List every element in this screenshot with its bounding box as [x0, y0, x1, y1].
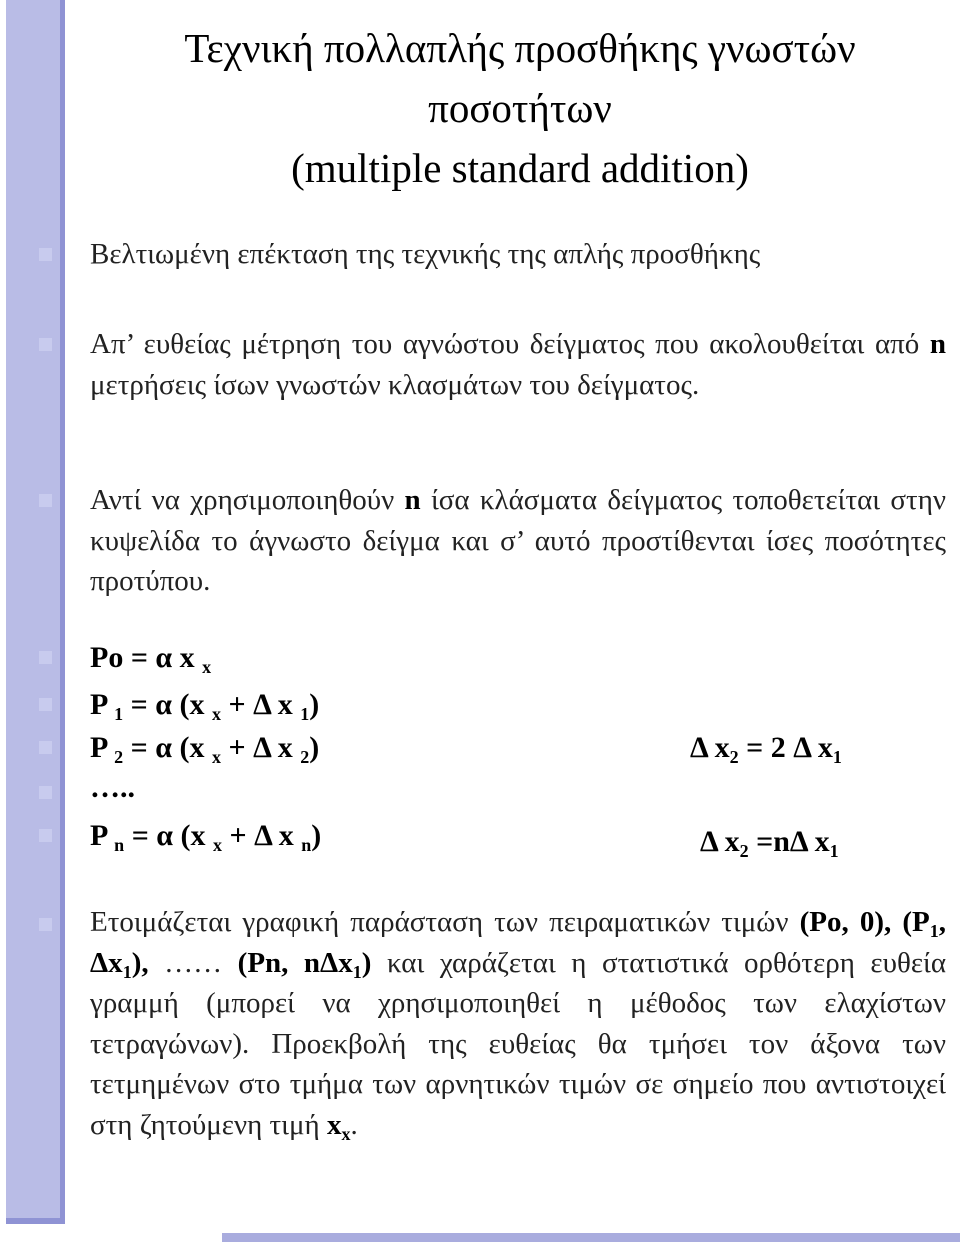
- eqn-sub-1: n: [114, 835, 125, 855]
- point-n-end: ): [361, 946, 372, 979]
- result-x: x: [326, 1108, 342, 1141]
- eq2r-part-a: Δ x: [690, 731, 730, 764]
- eq2-part-c: + Δ x: [221, 731, 293, 764]
- eq0-sub: x: [202, 657, 212, 677]
- eq2-sub-1: 2: [114, 747, 124, 767]
- eq2r-part-b: = 2 Δ x: [738, 731, 833, 764]
- bullet-marker: [39, 786, 52, 799]
- eq2r-sub-2: 1: [832, 747, 842, 767]
- eq1-part-c: + Δ x: [221, 688, 293, 721]
- result-symbol: [326, 1108, 351, 1144]
- eq2r-sub-1: 2: [729, 747, 739, 767]
- equation-p2: [90, 728, 319, 768]
- eq2-part-b: = α (x: [123, 731, 205, 764]
- eqnr-sub-2: 1: [829, 841, 839, 861]
- side-decoration-bottom: [6, 1218, 65, 1224]
- point-1-end: ),: [131, 946, 149, 979]
- eqn-sub-2: x: [213, 835, 223, 855]
- equation-p0: [90, 638, 211, 678]
- bullet-4-text-b: και χαράζεται η στατιστικά ορθότερη ευθεία γραμμή (μπορεί να χρησιμοποιηθεί η μέθοδος των ελαχίστων τετραγώνων).: [90, 946, 947, 1060]
- side-decoration-edge: [60, 0, 65, 1224]
- equation-pn: [90, 816, 321, 856]
- bullet-2-text-a: Απ’ ευθείας μέτρηση του αγνώστου δείγματος που ακολουθείται από: [90, 328, 930, 360]
- eqn-part-a: P: [90, 819, 107, 852]
- bullet-text-2: [90, 324, 946, 405]
- bullet-marker: [39, 829, 52, 842]
- bullet-4-end: .: [350, 1108, 358, 1141]
- eq1-sub-3: 1: [300, 704, 310, 724]
- page-title: [80, 18, 960, 198]
- eq2-sub-2: x: [212, 747, 221, 767]
- bottom-decoration-line: [222, 1233, 960, 1242]
- eq2-part-d: ): [309, 731, 320, 764]
- side-decoration-bar: [6, 0, 62, 1224]
- eq1-sub-1: 1: [114, 704, 124, 724]
- bullet-4-dots: ……: [148, 946, 238, 979]
- point-n: [237, 946, 372, 982]
- equation-p1: [90, 685, 319, 725]
- eq1-sub-2: x: [212, 704, 221, 724]
- bullet-3-n: n: [404, 484, 421, 516]
- bullet-3-text-a: Αντί να χρησιμοποιηθούν: [90, 484, 405, 516]
- equation-pn-right: [700, 822, 839, 862]
- eq1-part-a: P: [90, 688, 107, 721]
- eq1-part-b: = α (x: [123, 688, 205, 721]
- bullet-marker: [39, 338, 52, 351]
- eq0-part-a: Po = α x: [90, 641, 195, 674]
- eqn-part-c: + Δ x: [222, 819, 294, 852]
- bullet-marker: [39, 494, 52, 507]
- title-line-2: ποσοτήτων: [428, 85, 612, 131]
- title-line-1: Τεχνική πολλαπλής προσθήκης γνωστών: [184, 25, 856, 71]
- result-x-sub: x: [341, 1123, 351, 1144]
- eqnr-sub-1: 2: [739, 841, 749, 861]
- bullet-marker: [39, 651, 52, 664]
- eqnr-part-a: Δ x: [700, 825, 740, 858]
- bullet-2-text-b: μετρήσεις ίσων γνωστών κλασμάτων του δείγματος.: [90, 368, 700, 401]
- bullet-marker: [39, 248, 52, 261]
- bullet-3-text-b: ίσα κλάσματα δείγματος τοποθετείται στην κυψελίδα το άγνωστο δείγμα και σ’ αυτό προστίθενται ίσες ποσότητες προτύπου.: [90, 484, 946, 597]
- bullet-4-text-a: Ετοιμάζεται γραφική παράσταση των πειραματικών τιμών: [90, 906, 800, 938]
- point-1-a: (Po, 0), (P: [799, 906, 930, 938]
- eq2-sub-3: 2: [300, 747, 310, 767]
- eqn-sub-3: n: [301, 835, 312, 855]
- bullet-text-4: [90, 902, 946, 1145]
- eqn-part-b: = α (x: [124, 819, 206, 852]
- bullet-4-text-c: Προεκβολή της ευθείας θα τμήσει τον άξονα των τετμημένων στο τμήμα των αρνητικών τιμών σε σημείο που αντιστοιχεί στη ζητούμενη τιμή: [90, 1027, 946, 1141]
- point-1-sub-2: 1: [122, 961, 132, 982]
- equation-p2-right: [690, 728, 842, 768]
- equation-dots: …..: [90, 771, 135, 804]
- point-n-sub: 1: [352, 961, 362, 982]
- eqn-part-d: ): [311, 819, 322, 852]
- title-line-3: (multiple standard addition): [291, 145, 749, 191]
- bullet-marker: [39, 918, 52, 931]
- bullet-text-3: [90, 480, 946, 602]
- bullet-marker: [39, 698, 52, 711]
- eq2-part-a: P: [90, 731, 107, 764]
- eq1-part-d: ): [309, 688, 320, 721]
- point-1-sub: 1: [929, 921, 939, 941]
- bullet-text-1: Βελτιωμένη επέκταση της τεχνικής της απλής προσθήκης: [90, 238, 761, 270]
- point-n-a: (Pn, nΔx: [237, 946, 353, 979]
- eqnr-part-b: =nΔ x: [748, 825, 830, 858]
- bullet-2-n: n: [929, 328, 946, 360]
- bullet-marker: [39, 741, 52, 754]
- point-1-b: , Δx: [90, 906, 946, 979]
